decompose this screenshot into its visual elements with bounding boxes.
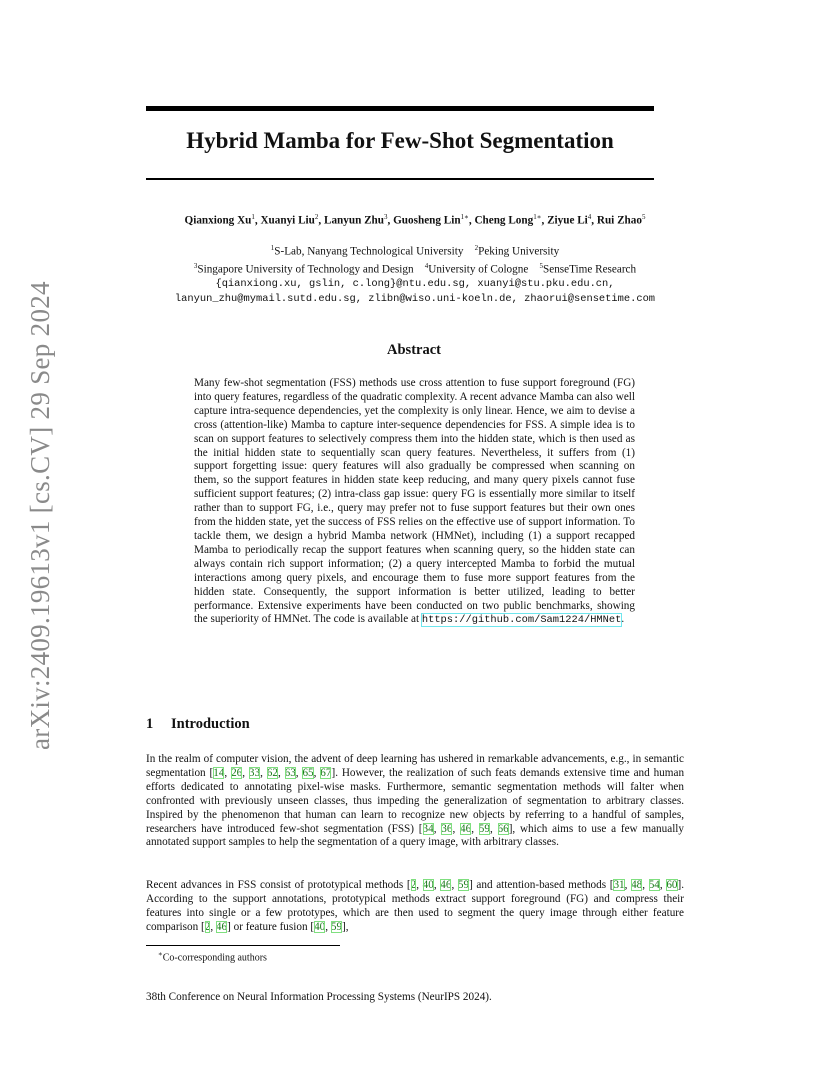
citation-link[interactable]: 46 bbox=[440, 879, 452, 891]
affiliation-name: SenseTime Research bbox=[543, 263, 637, 276]
citation-link[interactable]: 2 bbox=[410, 879, 417, 891]
affiliation-line-2 bbox=[120, 259, 710, 277]
email-line-1: {qianxiong.xu, gslin, c.long}@ntu.edu.sg, xuanyi@stu.pku.edu.cn, bbox=[215, 278, 615, 291]
title-bottom-rule bbox=[146, 178, 654, 180]
affiliation-mark: 3 bbox=[193, 262, 198, 271]
citation-link[interactable]: 46 bbox=[460, 822, 472, 835]
author-affiliation-mark: 3 bbox=[384, 213, 388, 221]
citation-link[interactable]: 40 bbox=[314, 920, 326, 933]
citation-link[interactable]: 60 bbox=[666, 879, 678, 891]
author-name: Guosheng Lin bbox=[393, 214, 461, 227]
abstract-text: Many few-shot segmentation (FSS) methods use cross attention to fuse support foreground (FG) into query features, regardless of the quadratic complexity. A recent advance Mamba can also well capture intra-sequence dependencies, yet the complexity is only linear. Hence, we aim to devise a cross (attention-like) Mamba to capture inter-sequence dependencies for FSS. A simple idea is to scan on support features to selectively compress them into the hidden state, which is then used as the initial hidden state to sequentially scan query features. Nevertheless, it suffers from (1) support forgetting issue: query features will also gradually be compressed when scanning on them, so the support features in hidden state keep reducing, and many query pixels cannot fuse sufficient support features; (2) intra-class gap issue: query FG is essentially more similar to itself rather than to support FG, i.e., query may prefer not to fuse support features but their own ones from the hidden state, yet the success of FSS relies on the effective use of support information. To tackle them, we design a hybrid Mamba network (HMNet), including (1) a support recapped Mamba to periodically recap the support features when scanning query, so the hidden state can always contain rich support information; (2) a query intercepted Mamba to forbid the mutual interactions among query pixels, and encourage them to fuse more support features from the hidden state. Consequently, the support information is better utilized, leading to better performance. Extensive experiments have been conducted on two public benchmarks, showing the superiority of HMNet. bbox=[194, 377, 635, 626]
citation-link[interactable]: 54 bbox=[648, 879, 660, 891]
affiliation-name: Singapore University of Technology and Design bbox=[197, 263, 414, 276]
citation-link[interactable]: 31 bbox=[613, 879, 625, 891]
abstract-heading: Abstract bbox=[387, 342, 441, 358]
affiliations bbox=[120, 241, 710, 306]
affiliation-name: Peking University bbox=[478, 245, 560, 258]
citation-link[interactable]: 59 bbox=[457, 879, 470, 891]
citation-link[interactable]: 63 bbox=[284, 766, 296, 779]
code-availability-text: The code is available at bbox=[313, 613, 422, 626]
author-name: Qianxiong Xu bbox=[184, 214, 252, 227]
citation-link[interactable]: 46 bbox=[215, 920, 228, 933]
intro-paragraph-1: In the realm of computer vision, the advent of deep learning has ushered in remarkable advancements, e.g., in semantic segmentation [14, 26, 33, 62, 63, 65, 67]. However, the realization of such feats demands extensive time and human efforts dedicated to annotating pixel-wise masks. Furthermore, semantic segmentation methods will falter when confronted with previously unseen classes, thus impeding the generalization of segmentation to arbitrary classes. Inspired by the phenomenon that human can learn to recognize new objects by referring to a handful of samples, researchers have introduced few-shot segmentation (FSS) [34, 36, 46, 59, 66], which aims to use a few manually annotated support samples to help the segmentation of a query image, with arbitrary classes. bbox=[146, 753, 685, 849]
code-link[interactable]: https://github.com/Sam1224/HMNet bbox=[421, 614, 622, 627]
affiliation-mark: 2 bbox=[474, 244, 479, 252]
affiliation-mark: 4 bbox=[424, 262, 429, 271]
citation-link[interactable]: 59 bbox=[478, 822, 490, 835]
affiliation-name: University of Cologne bbox=[428, 263, 529, 276]
introduction-heading bbox=[146, 716, 682, 733]
citation-link[interactable]: 34 bbox=[422, 822, 434, 835]
affiliation-mark: 1 bbox=[270, 244, 275, 252]
affiliation-mark: 5 bbox=[539, 262, 543, 271]
author-name: Xuanyi Liu bbox=[260, 214, 315, 227]
citation-link[interactable]: 26 bbox=[231, 766, 243, 779]
citation-link[interactable]: 14 bbox=[213, 766, 225, 779]
paper-title: Hybrid Mamba for Few-Shot Segmentation bbox=[186, 128, 614, 153]
venue-note: 38th Conference on Neural Information Processing Systems (NeurIPS 2024). bbox=[146, 991, 492, 1003]
footnote-rule bbox=[146, 945, 340, 946]
section-title: Introduction bbox=[171, 716, 250, 732]
citation-link[interactable]: 62 bbox=[266, 766, 278, 779]
footnote-text: Co-corresponding authors bbox=[162, 952, 267, 964]
author-list: Qianxiong Xu$^1$, Xuanyi Liu$^2$, Lanyun Zhu$^3$, Guosheng Lin$^{1∗}$, Cheng Long$^{1∗}$, Ziyue Li$^4$, Rui Zhao$^5$ bbox=[184, 213, 646, 227]
citation-link[interactable]: 59 bbox=[330, 920, 343, 933]
author-affiliation-mark: 4 bbox=[587, 213, 592, 221]
footnote bbox=[158, 950, 267, 963]
affiliation-name: S-Lab, Nanyang Technological University bbox=[274, 245, 464, 258]
author-affiliation-mark: 1∗ bbox=[460, 213, 469, 221]
author-affiliation-mark: 5 bbox=[641, 213, 646, 221]
arxiv-identifier: arXiv:2409.19613v1 [cs.CV] 29 Sep 2024 bbox=[25, 281, 55, 750]
citation-link[interactable]: 65 bbox=[302, 766, 314, 779]
abstract-body bbox=[194, 377, 635, 628]
author-affiliation-mark: 1 bbox=[251, 213, 255, 221]
citation-link[interactable]: 40 bbox=[422, 879, 434, 891]
affiliation-line-1 bbox=[120, 241, 710, 259]
author-name: Rui Zhao bbox=[596, 214, 642, 227]
title-top-rule bbox=[146, 106, 654, 111]
author-affiliation-mark: 2 bbox=[314, 213, 319, 221]
citation-link[interactable]: 33 bbox=[248, 766, 261, 779]
citation-link[interactable]: 36 bbox=[441, 822, 453, 835]
intro-paragraph-2: Recent advances in FSS consist of prototypical methods [2, 40, 46, 59] and attention-based methods [31, 48, 54, 60]. According to the support annotations, prototypical methods extract support foreground (FG) and compress their features into single or a few prototypes, which are then used to segment the query image through either feature comparison [2, 46] or feature fusion [40, 59], bbox=[146, 879, 685, 933]
citation-link[interactable]: 67 bbox=[320, 766, 332, 779]
citation-link[interactable]: 48 bbox=[631, 879, 643, 891]
section-number: 1 bbox=[146, 716, 154, 732]
citation-link[interactable]: 2 bbox=[204, 920, 211, 933]
author-affiliation-mark: 1∗ bbox=[533, 213, 542, 221]
author-name: Lanyun Zhu bbox=[323, 214, 385, 227]
author-name: Ziyue Li bbox=[547, 214, 588, 227]
citation-link[interactable]: 66 bbox=[497, 822, 509, 835]
code-suffix: . bbox=[621, 613, 625, 626]
author-name: Cheng Long bbox=[474, 214, 534, 227]
footnote-mark: ∗ bbox=[158, 950, 163, 958]
email-line-2: lanyun_zhu@mymail.sutd.edu.sg, zlibn@wiso.uni-koeln.de, zhaorui@sensetime.com bbox=[174, 292, 656, 305]
